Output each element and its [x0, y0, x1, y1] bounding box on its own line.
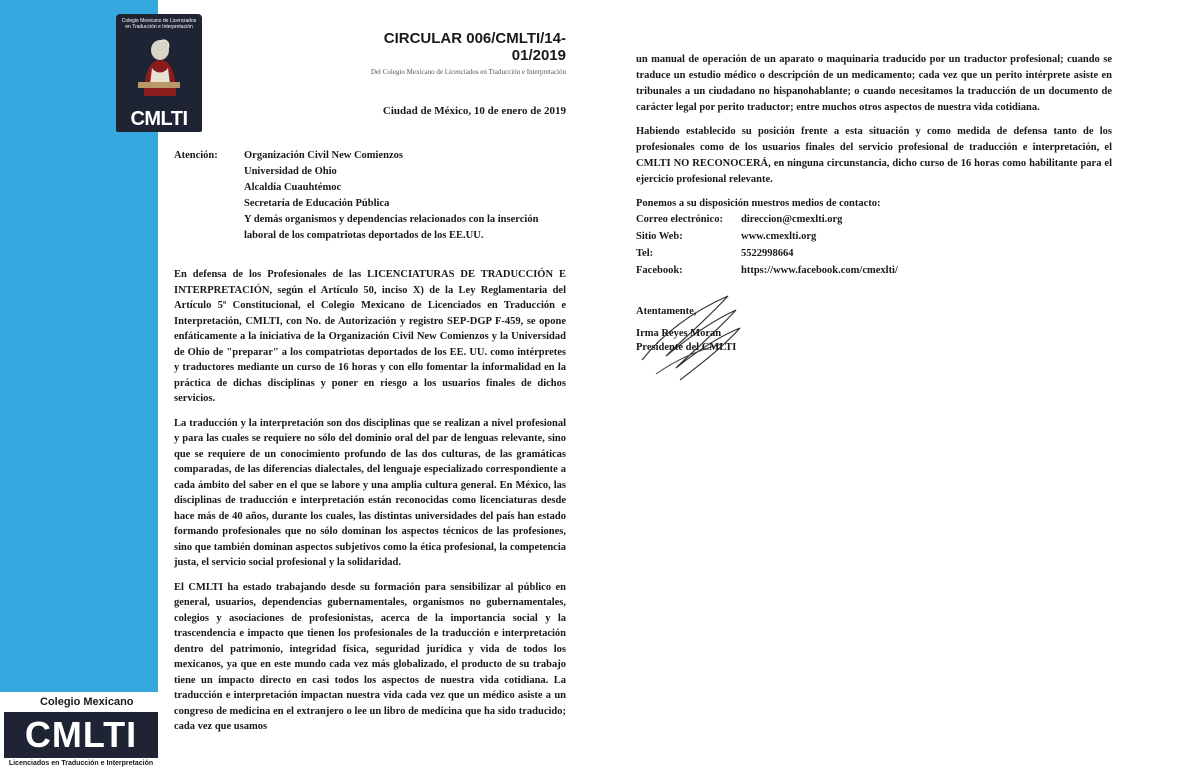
attention-line: Alcaldía Cuauhtémoc — [244, 182, 342, 193]
logo-colegio-text: Colegio Mexicano — [40, 696, 134, 708]
contact-label: Tel: — [636, 248, 654, 259]
body-paragraph: Habiendo establecido su posición frente a esta situación y como medida de defensa tanto de los profesionales como de los usuarios finales del servicio profesional de traducción e interpretación, el CMLTI NO RECONOCERÁ, en ninguna circunstancia, dicho curso de 16 horas como habilitante para el ejercicio profesional relevante. — [636, 126, 1112, 185]
attention-line: Universidad de Ohio — [244, 166, 337, 177]
document-date: Ciudad de México, 10 de enero de 2019 — [382, 105, 566, 117]
signer-name: Irma Reyes Moran — [636, 328, 722, 339]
body-paragraph: un manual de operación de un aparato o maquinaria traducido por un traductor profesional; cuando se traduce un estudio médico o descripción de un medicamento; cada vez que un perito intérprete asiste en tribunales a un ciudadano no hispanohablante; o cuando necesitamos la traducción de un documento de carácter legal por perito traductor; entre muchos otros aspectos de nuestra vida cotidiana. — [636, 54, 1112, 113]
circular-subtitle: Del Colegio Mexicano de Licenciados en Traducción e Interpretación — [370, 68, 566, 76]
body-paragraph: En defensa de los Profesionales de las LICENCIATURAS DE TRADUCCIÓN E INTERPRETACIÓN, según el Artículo 50, inciso X) de la Ley Reglamentaria del Artículo 5º Constitucional, el Colegio Mexicano de Licenciados en Traducción e Interpretación, CMLTI, con No. de Autorización y registro SEP-DGP F-459, se opone enfáticamente a la iniciativa de la Organización Civil New Comienzos y la Universidad de Ohio de "preparar" a los compatriotas deportados de los EE. UU. como intérpretes y traductores mediante un curso de 16 horas y con ello fomentar la informalidad en la práctica de dichas disciplinas y poner en riesgo a los usuarios finales de dichos servicios. — [174, 269, 566, 404]
contact-row-website — [636, 228, 1036, 245]
email-link[interactable]: direccion@cmexlti.org — [741, 214, 843, 225]
contact-label: Sitio Web: — [636, 231, 683, 242]
closing-text: Atentamente, — [636, 306, 697, 317]
contact-row-phone — [636, 245, 1036, 262]
website-link[interactable]: www.cmexlti.org — [741, 231, 817, 242]
cmlti-logo-top — [116, 14, 202, 132]
contact-row-facebook — [636, 262, 1036, 279]
phone-number: 5522998664 — [741, 248, 794, 259]
scholar-figure-icon — [130, 38, 188, 98]
left-column-body — [174, 267, 566, 744]
attention-line: Y demás organismos y dependencias relacionados con la inserción laboral de los compatriotas deportados de los EE.UU. — [244, 214, 539, 241]
attention-label: Atención: — [174, 150, 218, 161]
contact-label: Correo electrónico: — [636, 214, 723, 225]
attention-line: Secretaría de Educación Pública — [244, 198, 390, 209]
contact-intro: Ponemos a su disposición nuestros medios de contacto: — [636, 198, 881, 209]
body-paragraph: El CMLTI ha estado trabajando desde su formación para sensibilizar al público en general, usuarios, dependencias gubernamentales, organismos no gubernamentales, colegios y asociaciones de profesionistas, acerca de la importancia social y la trascendencia e impacto que tienen los profesionales de la traducción e interpretación dentro del patrimonio, integridad física, seguridad jurídica y vida de todos los mexicanos, ya que en este mundo cada vez más globalizado, el producto de su trabajo tiene un impacto directo en casi todos los aspectos de nuestra vida cotidiana. La traducción e interpretación impactan nuestra vida cada vez que un médico asiste a un congreso de medicina en el extranjero o lee un libro de medicina que ha sido traducido; cada vez que usamos — [174, 581, 566, 732]
contact-list — [636, 211, 1036, 279]
signoff-block — [636, 305, 836, 355]
right-column-body — [636, 52, 1112, 220]
body-paragraph: La traducción y la interpretación son dos disciplinas que se realizan a nivel profesional y para las cuales se requiere no sólo del dominio oral del par de lenguas relevante, sino que se requiere de un conocimiento profundo de las dos culturas, de las gramáticas comparadas, de las diferencias dialectales, del lenguaje especializado correspondiente a cada ámbito del saber en el que se labore y una amplia cultura general. En México, las disciplinas de traducción e interpretación están reconocidas como licenciaturas desde hace más de 40 años, durante los cuales, las distintas universidades del país han estado formando profesionales que no sólo dominan los aspectos técnicos de las profesiones, sino que también dominan aspectos subjetivos como la ética profesional, la competencia justa, el servicio social profesional y la solidaridad. — [174, 417, 566, 568]
circular-title: CIRCULAR 006/CMLTI/14-01/2019 — [383, 30, 566, 64]
contact-label: Facebook: — [636, 265, 683, 276]
circular-header — [330, 30, 566, 76]
contact-row-email — [636, 211, 1036, 228]
logo-wordmark-large: CMLTI — [4, 712, 158, 758]
logo-wordmark: CMLTI — [130, 108, 188, 130]
logo-tagline: Licenciados en Traducción e Interpretación — [8, 760, 154, 767]
attention-line: Organización Civil New Comienzos — [244, 150, 403, 161]
facebook-link[interactable]: https://www.facebook.com/cmexlti/ — [741, 265, 898, 276]
signer-role: Presidente del CMLTI — [636, 342, 737, 353]
cmlti-logo-bottom — [0, 692, 158, 776]
logo-org-name: Colegio Mexicano de Licenciados en Traducción e Interpretación — [121, 18, 197, 30]
